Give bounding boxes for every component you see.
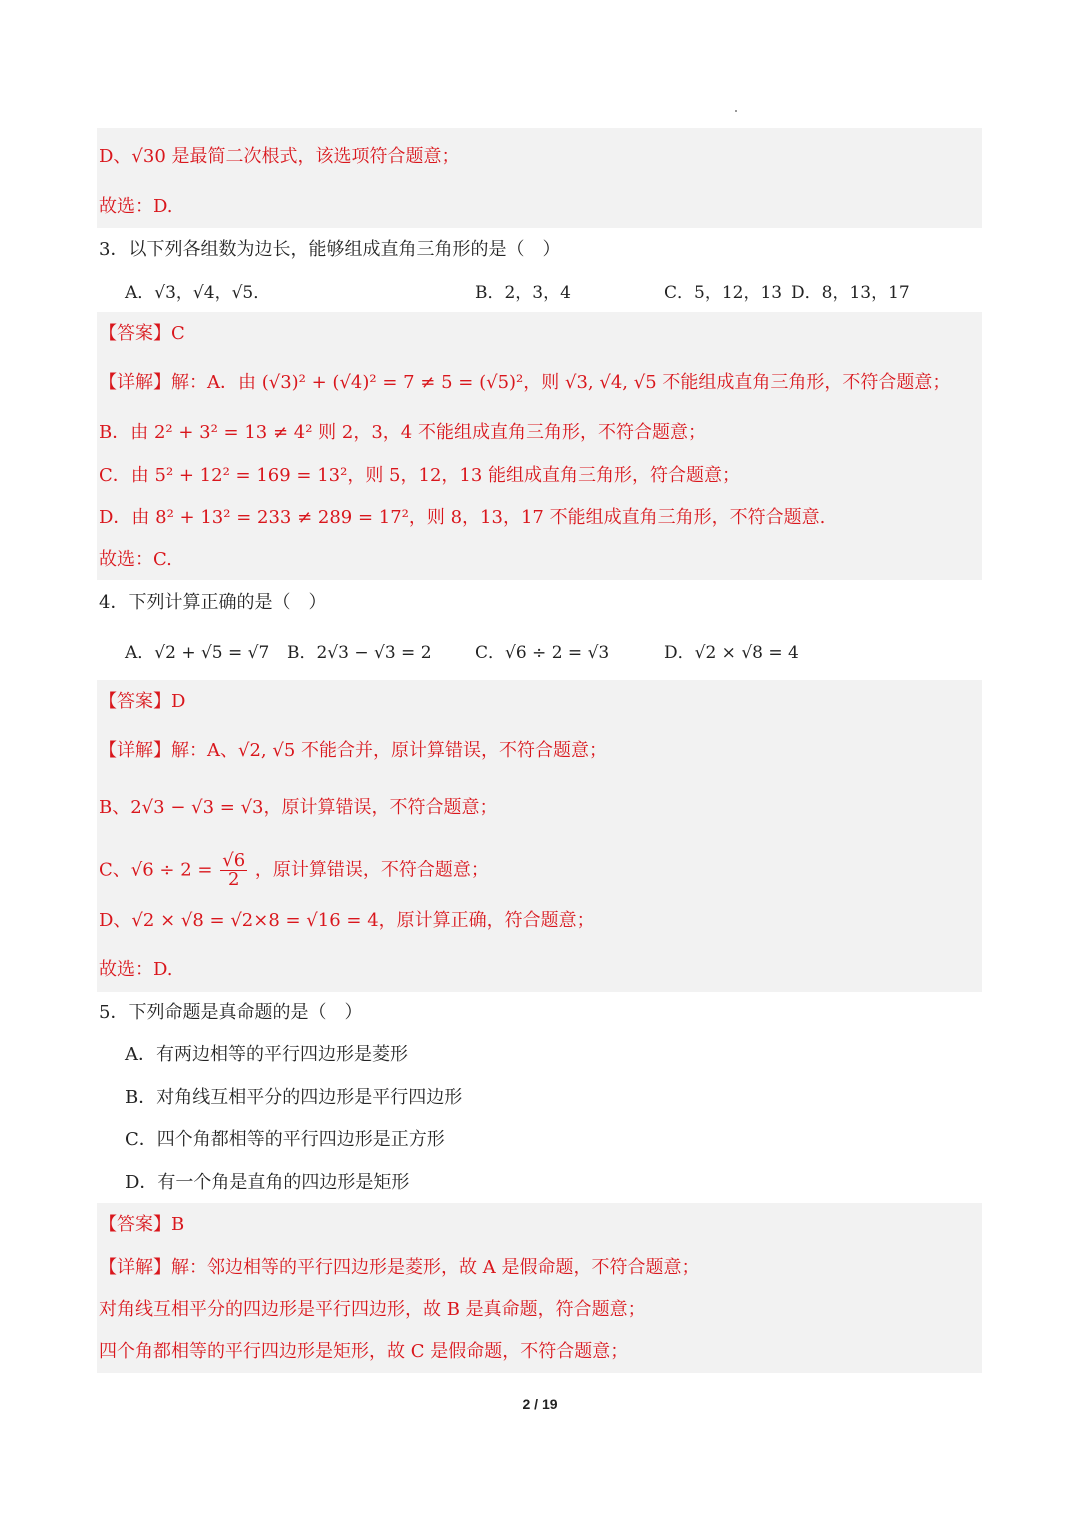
q5-option-a: A．有两边相等的平行四边形是菱形 [125, 1044, 408, 1065]
q3-stem: 3．以下列各组数为边长，能够组成直角三角形的是（ ） [99, 239, 561, 260]
q5-option-b: B．对角线互相平分的四边形是平行四边形 [125, 1087, 463, 1108]
q3-detail-b: B．由 2² + 3² = 13 ≠ 4² 则 2，3，4 不能组成直角三角形，不符合题意； [99, 422, 706, 443]
q2-final-answer: 故选：D. [99, 196, 173, 217]
q5-detail-3: 四个角都相等的平行四边形是矩形，故 C 是假命题，不符合题意； [99, 1341, 629, 1362]
q4-option-d: D．√2 × √8 = 4 [664, 643, 799, 663]
q4-detail-b: B、2√3 − √3 = √3，原计算错误，不符合题意； [99, 797, 498, 818]
q3-answer: 【答案】C [99, 323, 185, 344]
q4-fraction-denominator: 2 [227, 869, 240, 890]
q4-fraction [220, 852, 247, 889]
q4-option-b: B．2√3 − √3 = 2 [287, 643, 432, 663]
q4-detail-d: D、√2 × √8 = √2×8 = √16 = 4，原计算正确，符合题意； [99, 910, 595, 931]
stray-mark [735, 110, 737, 112]
q4-stem: 4．下列计算正确的是（ ） [99, 592, 327, 613]
q3-option-c: C．5，12，13 [664, 283, 783, 303]
q3-option-d: D．8，13，17 [791, 283, 910, 303]
q4-solution-box [97, 680, 982, 992]
q5-option-c: C．四个角都相等的平行四边形是正方形 [125, 1129, 445, 1150]
q3-solution-box [97, 312, 982, 580]
q4-fraction-numerator: √6 [222, 850, 246, 871]
q4-detail-a: 【详解】解：A、√2, √5 不能合并，原计算错误，不符合题意； [99, 740, 608, 761]
q3-option-a: A．√3，√4，√5． [125, 283, 271, 303]
q3-final-answer: 故选：C. [99, 549, 172, 570]
q4-detail-c-post: ，原计算错误，不符合题意； [254, 859, 489, 881]
q4-option-a: A．√2 + √5 = √7 [125, 643, 270, 663]
q5-stem: 5．下列命题是真命题的是（ ） [99, 1002, 363, 1023]
q5-detail-2: 对角线互相平分的四边形是平行四边形，故 B 是真命题，符合题意； [99, 1299, 646, 1320]
q5-detail-1: 【详解】解：邻边相等的平行四边形是菱形，故 A 是假命题，不符合题意； [99, 1257, 700, 1278]
q2-solution-box [97, 128, 982, 228]
q2-detail-d: D、√30 是最简二次根式，该选项符合题意； [99, 146, 460, 167]
q4-answer: 【答案】D [99, 691, 186, 712]
q3-option-b: B．2，3，4 [475, 283, 571, 303]
q3-detail-c: C．由 5² + 12² = 169 = 13²，则 5，12，13 能组成直角三角形，符合题意； [99, 465, 741, 486]
q3-detail-a: 【详解】解：A．由 (√3)² + (√4)² = 7 ≠ 5 = (√5)²，则 √3, √4, √5 不能组成直角三角形，不符合题意； [99, 372, 951, 393]
q5-answer: 【答案】B [99, 1214, 185, 1235]
page-number: 2 / 19 [522, 1396, 558, 1412]
q5-option-d: D．有一个角是直角的四边形是矩形 [125, 1172, 410, 1193]
q4-detail-c-pre: C、√6 ÷ 2 = [99, 859, 213, 881]
q3-detail-d: D．由 8² + 13² = 233 ≠ 289 = 17²，则 8，13，17 不能组成直角三角形，不符合题意. [99, 507, 826, 528]
q4-final-answer: 故选：D. [99, 959, 173, 980]
q4-detail-c [99, 852, 489, 889]
q4-option-c: C．√6 ÷ 2 = √3 [475, 643, 610, 663]
